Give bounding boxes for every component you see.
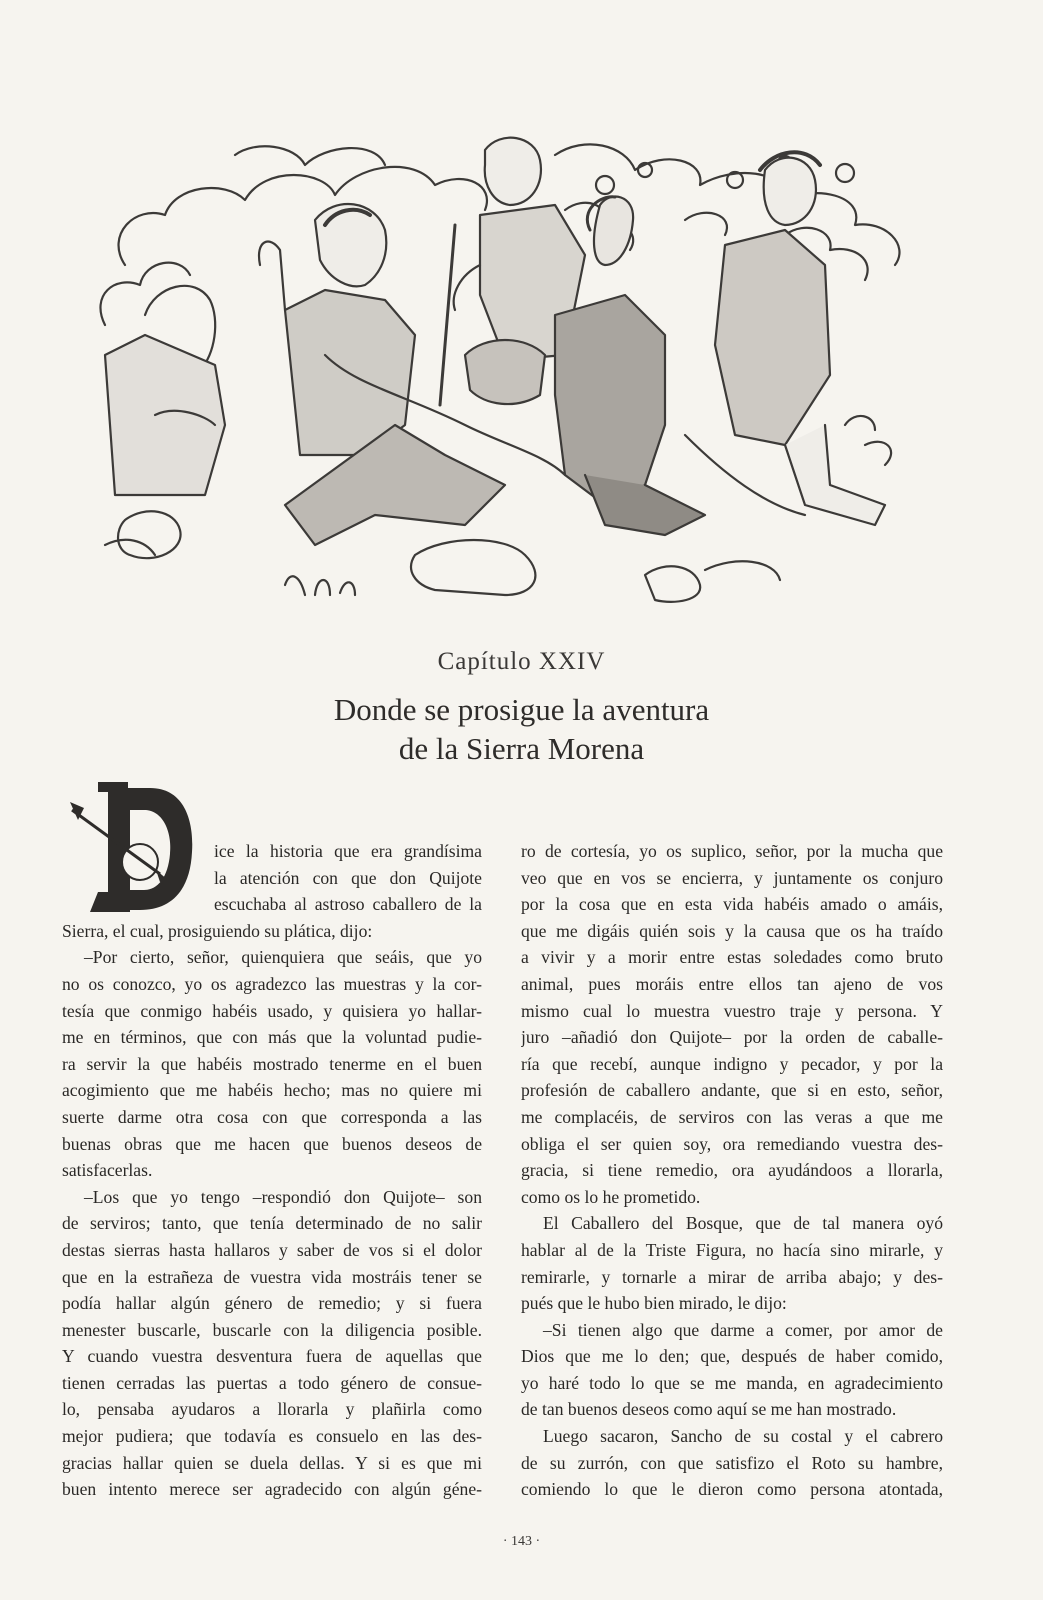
text-line: como os lo he prometido. xyxy=(521,1186,701,1207)
text-line: Sierra, el cual, prosiguiendo su plática, dijo: xyxy=(62,920,373,941)
text-line: obliga el ser quien soy, ora remediando vuestra des- xyxy=(521,1133,943,1154)
text-line: suerte darme otra cosa con que corresponda a las xyxy=(62,1106,482,1127)
text-line: gracia, si tiene remedio, ora ayudándoos a llorarla, xyxy=(521,1160,943,1181)
text-line: yo haré todo lo que se me manda, en agradecimiento xyxy=(521,1372,943,1393)
text-line: –Los que yo tengo –respondió don Quijote– son xyxy=(84,1186,482,1207)
text-line: profesión de caballero andante, que si en esto, señor, xyxy=(521,1080,943,1101)
text-line: Y cuando vuestra desventura fuera de aquellas que xyxy=(62,1346,482,1367)
text-line: pués que le hubo bien mirado, le dijo: xyxy=(521,1293,787,1314)
text-line: acogimiento que me habéis hecho; mas no quiere mi xyxy=(62,1080,482,1101)
text-line: gracias hallar quien se duela dellas. Y si es que mi xyxy=(62,1452,482,1473)
text-line: por la cosa que en esta vida habéis amado o amáis, xyxy=(521,894,943,915)
text-line: Dios que me lo den; que, después de haber comido, xyxy=(521,1346,943,1367)
text-line: ro de cortesía, yo os suplico, señor, por la mucha que xyxy=(521,841,943,861)
chapter-title-line-2: de la Sierra Morena xyxy=(398,731,645,766)
chapter-title-line-1: Donde se prosigue la aventura xyxy=(333,692,710,727)
text-line: ra servir la que habéis mostrado tenerme en el buen xyxy=(62,1053,482,1074)
text-line: la atención con que don Quijote xyxy=(214,867,482,888)
text-line: de serviros; tanto, que tenía determinado de no salir xyxy=(62,1213,482,1234)
text-line: ice la historia que era grandísima xyxy=(214,841,482,861)
text-line: destas sierras hasta hallaros y saber de vos si el dolor xyxy=(62,1239,482,1260)
chapter-title xyxy=(0,690,1043,768)
text-line: –Si tienen algo que darme a comer, por amor de xyxy=(543,1319,943,1340)
text-column-left xyxy=(62,838,482,1503)
text-line: me en términos, que con más que la voluntad pudie- xyxy=(62,1027,482,1048)
text-line: veo que en vos se encierra, y juntamente os conjuro xyxy=(521,867,943,888)
text-line: buenas obras que me hacen que buenos deseos de xyxy=(62,1133,482,1154)
text-line: lo, pensaba ayudaros a llorarla y plañirla como xyxy=(62,1399,482,1420)
text-line: mejor pudiera; que todavía es consuelo en las des- xyxy=(62,1426,482,1447)
text-line: –Por cierto, señor, quienquiera que seáis, que yo xyxy=(84,947,482,968)
text-line: mismo cual lo muestra vuestro traje y persona. Y xyxy=(521,1000,943,1021)
text-line: buen intento merece ser agradecido con algún géne- xyxy=(62,1479,482,1500)
text-line: ría que recebí, aunque indigno y pecador, y por la xyxy=(521,1053,943,1074)
text-line: hablar al de la Triste Figura, no hacía sino mirarle, y xyxy=(521,1239,943,1260)
text-line: que me digáis quién sois y la causa que os ha traído xyxy=(521,920,943,941)
text-line: Luego sacaron, Sancho de su costal y el cabrero xyxy=(543,1426,943,1447)
text-line: tesía que conmigo habéis usado, y quisiera yo hallar- xyxy=(62,1000,482,1021)
text-line: escuchaba al astroso caballero de la xyxy=(214,894,482,915)
text-line: podía hallar algún género de remedio; y si fuera xyxy=(62,1293,482,1314)
text-line: juro –añadió don Quijote– por la orden de caballe- xyxy=(521,1027,943,1048)
text-line: tienen cerradas las puertas a todo género de consue- xyxy=(62,1372,482,1393)
text-line: menester buscarle, buscarle con la diligencia posible. xyxy=(62,1319,482,1340)
text-line: que en la estrañeza de vuestra vida mostráis tener se xyxy=(62,1266,482,1287)
text-line: comiendo lo que le dieron como persona atontada, xyxy=(521,1479,943,1500)
text-line: de tan buenos deseos como aquí se me han mostrado. xyxy=(521,1399,897,1420)
text-line: no os conozco, yo os agradezco las muestras y la cor- xyxy=(62,973,482,994)
text-column-right xyxy=(521,838,943,1503)
text-line: El Caballero del Bosque, que de tal manera oyó xyxy=(543,1213,943,1234)
text-line: de su zurrón, con que satisfizo el Roto su hambre, xyxy=(521,1452,943,1473)
text-line: remirarle, y tornarle a mirar de arriba abajo; y des- xyxy=(521,1266,943,1287)
text-line: satisfacerlas. xyxy=(62,1160,153,1181)
text-line: me complacéis, de serviros con las veras a que me xyxy=(521,1106,943,1127)
text-line: a vivir y a morir entre estas soledades como bruto xyxy=(521,947,943,968)
page-number: · 143 · xyxy=(502,1534,541,1549)
chapter-illustration xyxy=(85,125,935,620)
chapter-label: Capítulo XXIV xyxy=(437,648,606,675)
text-line: animal, pues moráis entre ellos tan ajeno de vos xyxy=(521,973,943,994)
